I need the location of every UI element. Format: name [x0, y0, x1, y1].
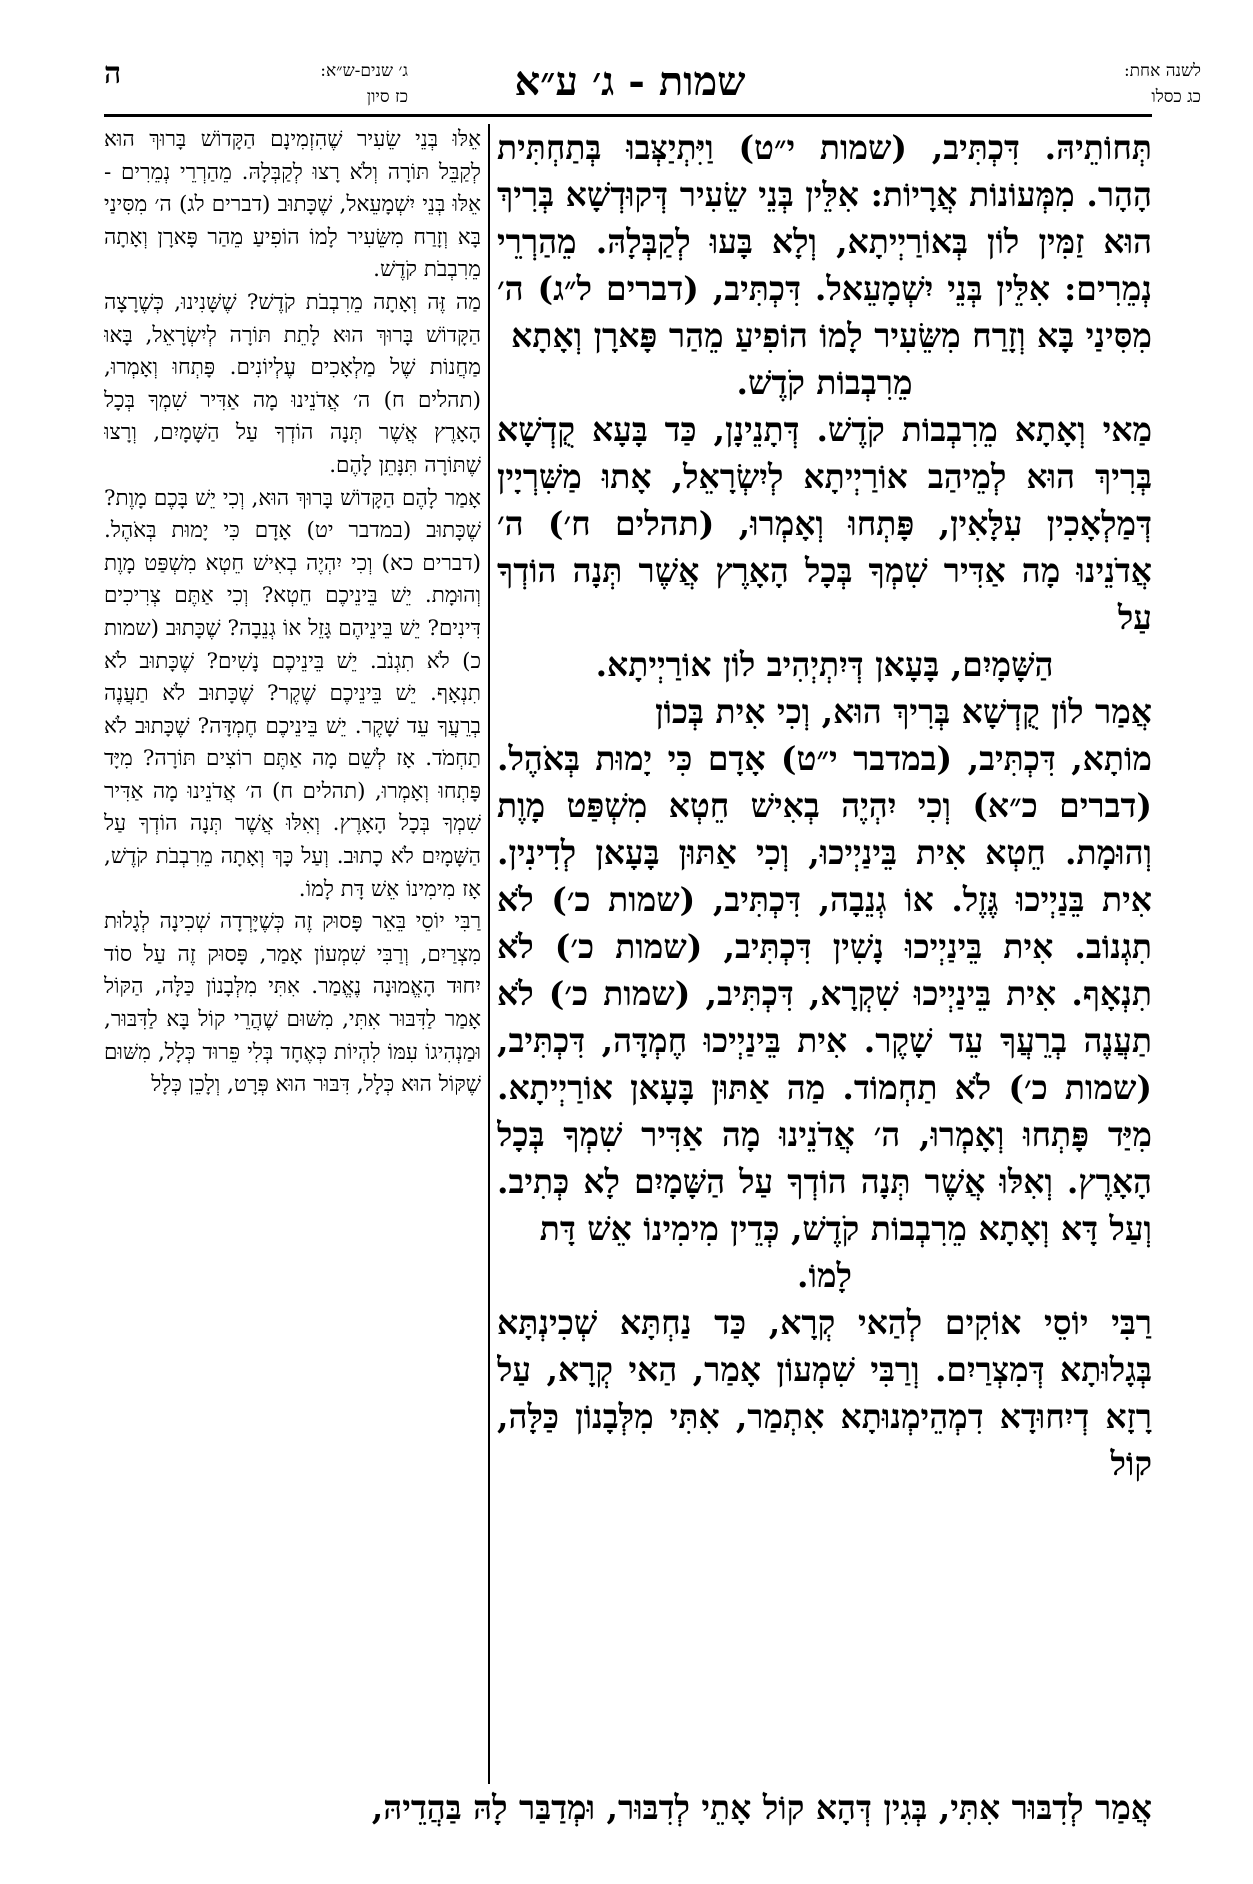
main-paragraph: תְּחוֹתֵיהּ. דִּכְתִּיב, (שמות י״ט) וַיִּתְיַצְּבוּ בְּתַחְתִּית הָהָר. מִמְּעוֹנוֹת אֲרָיוֹת: אִלֵּין בְּנֵי שֵׂעִיר דְּקוּדְשָׁא בְּרִיךְ הוּא זַמִּין לוֹן בְּאוֹרַיְיתָא, וְלָא בָּעוּ לְקַבְּלָהּ. מֵהַרְרֵי נְמֵרִים: אִלֵּין בְּנֵי יִשְׁמָעֵאל. דִּכְתִּיב, (דברים ל״ג) ה׳ מִסִּינַי בָּא וְזָרַח מִשֵּׂעִיר לָמוֹ הוֹפִיעַ מֵהַר פָּארָן וְאָתָא	[497, 128, 1152, 355]
header-yearly-label: לשנה אחת:	[1123, 61, 1201, 81]
header-yearly-date: כג כסלו	[1151, 87, 1201, 107]
main-paragraph: הַשָּׁמָיִם, בָּעָאן דְּיִתְיְהִיב לוֹן אוֹרַיְיתָא.	[595, 645, 1054, 684]
main-paragraph: מוֹתָא, דִּכְתִּיב, (במדבר י״ט) אָדָם כִּי יָמוּת בְּאֹהֶל. (דברים כ״א) וְכִי יִהְיֶה בְאִישׁ חֵטְא מִשְׁפַּט מָוֶת וְהוּמָת. חֵטְא אִית בֵּינַיְיכוּ, וְכִי אַתּוּן בָּעָאן לְדִינִין. אִית בֵּנַיְיכוּ גֶּזֶל. אוֹ גְנֵבָה, דִּכְתִּיב, (שמות כ׳) לֹא תִגְנוֹב. אִית בֵּינַיְיכוּ נָשִׁין דִּכְתִּיב, (שמות כ׳) לֹא תִנְאָף. אִית בֵּינַיְיכוּ שִׁקְרָא, דִּכְתִּיב, (שמות כ׳) לֹא תַעֲנֶה בְרֵעֲךָ עֵד שָׁקֶר. אִית בֵּינַיְיכוּ חֶמְדָּה, דִּכְתִּיב, (שמות כ׳) לֹא תַחְמוֹד. מַה אַתּוּן בָּעָאן אוֹרַיְיתָא. מִיַּד פָּתְחוּ וְאָמְרוּ, ה׳ אֲדֹנֵינוּ מָה אַדִּיר שִׁמְךָ בְּכָל הָאָרֶץ. וְאִלּוּ אֲשֶׁר תְּנָה הוֹדְךָ עַל הַשָּׁמָיִם לָא כְּתִיב. וְעַל דָּא וְאָתָא מֵרִבְבוֹת קֹדֶשׁ, כְּדֵין מִימִינוֹ אֵשׁ דָּת	[497, 739, 1152, 1248]
main-paragraph: מֵרִבְבוֹת קֹדֶשׁ.	[736, 363, 913, 402]
main-text-column	[497, 124, 1152, 1782]
header-three-year-date: כז סיון	[366, 87, 408, 107]
main-paragraph: רַבִּי יוֹסֵי אוֹקִים לְהַאי קְרָא, כַּד נַחְתָּא שְׁכִינְתָּא בְּגָלוּתָא דְּמִצְרַיִם. וְרַבִּי שִׁמְעוֹן אָמַר, הַאי קְרָא, עַל רָזָא דְיִחוּדָא דִמְהֵימְנוּתָא אִתְמַר, אִתִּי מִלְּבָנוֹן כַּלָּה, קוֹל	[497, 1303, 1152, 1483]
header-divider	[104, 114, 1152, 117]
header-three-year-schedule	[148, 58, 408, 110]
page-title: שמות - ג׳ ע״א	[514, 58, 746, 105]
translation-paragraph: מַה זֶּה וְאָתָה מֵרִבְבֹת קֹדֶשׁ? שֶׁשָּׁנִינוּ, כְּשֶׁרָצָה הַקָּדוֹשׁ בָּרוּךְ הוּא לָתֵת תּוֹרָה לְיִשְׂרָאֵל, בָּאוּ מַחֲנוֹת שֶׁל מַלְאָכִים עֶלְיוֹנִים. פָּתְחוּ וְאָמְרוּ, (תהלים ח) ה׳ אֲדֹנֵינוּ מָה אַדִּיר שִׁמְךָ בְּכָל הָאָרֶץ אֲשֶׁר תְּנָה הוֹדְךָ עַל הַשָּׁמָיִם, וְרָצוּ שֶׁתּוֹרָה תִּנָּתֵן לָהֶם.	[104, 289, 481, 478]
header-three-year-label: ג׳ שנים-ש״א:	[320, 61, 408, 81]
translation-paragraph: אֵלּוּ בְּנֵי שֵׂעִיר שֶׁהִזְמִינָם הַקָּדוֹשׁ בָּרוּךְ הוּא לְקַבֵּל תּוֹרָה וְלֹא רָצוּ לְקַבְּלָהּ. מֵהַרְרֵי נְמֵרִים - אֵלּוּ בְּנֵי יִשְׁמָעֵאל, שֶׁכָּתוּב (דברים לג) ה׳ מִסִּינַי בָּא וְזָרַח מִשֵּׂעִיר לָמוֹ הוֹפִיעַ מֵהַר פָּארָן וְאָתָה מֵרִבְבֹת קֹדֶשׁ.	[104, 127, 481, 283]
column-divider	[488, 124, 490, 1784]
main-paragraph: אֲמַר לוֹן קֻדְשָׁא בְּרִיךְ הוּא, וְכִי אִית בְּכוֹן	[655, 692, 1152, 731]
main-paragraph: מַאי וְאָתָא מֵרִבְבוֹת קֹדֶשׁ. דְּתָנֵינָן, כַּד בָּעָא קֻדְשָׁא בְּרִיךְ הוּא לְמֵיהַב אוֹרַיְיתָא לְיִשְׂרָאֵל, אָתוּ מַשִּׁרְיָין דְּמַלְאָכִין עִלָּאִין, פָּתְחוּ וְאָמְרוּ, (תהלים ח׳) ה׳ אֲדֹנֵינוּ מָה אַדִּיר שִׁמְךָ בְּכָל הָאָרֶץ אֲשֶׁר תְּנָה הוֹדְךָ עַל	[497, 410, 1152, 637]
header-yearly-schedule	[1021, 58, 1201, 110]
main-paragraph: לָמוֹ.	[797, 1256, 852, 1295]
page-number: ה	[104, 56, 122, 91]
translation-paragraph: רַבִּי יוֹסֵי בֵּאֵר פָּסוּק זֶה כְּשֶׁיָּרְדָה שְׁכִינָה לְגָלוּת מִצְרַיִם, וְרַבִּי שִׁמְעוֹן אָמַר, פָּסוּק זֶה עַל סוֹד יִחוּד הָאֱמוּנָה נֶאֱמַר. אִתִּי מִלְּבָנוֹן כַּלָּה, הַקּוֹל אָמַר לַדִּבּוּר אִתִּי, מִשּׁוּם שֶׁהֲרֵי קוֹל בָּא לַדִּבּוּר, וּמַנְהִיגוֹ עִמּוֹ לִהְיוֹת כְּאֶחָד בְּלִי פֵּרוּד כְּלָל, מִשּׁוּם שֶׁקּוֹל הוּא כְּלָל, דִּבּוּר הוּא פְּרָט, וְלָכֵן כְּלָל	[104, 909, 481, 1098]
translation-paragraph: אָמַר לָהֶם הַקָּדוֹשׁ בָּרוּךְ הוּא, וְכִי יֵשׁ בָּכֶם מָוֶת? שֶׁכָּתוּב (במדבר יט) אָדָם כִּי יָמוּת בְּאֹהֶל. (דברים כא) וְכִי יִהְיֶה בְאִישׁ חֵטְא מִשְׁפַּט מָוֶת וְהוּמָת. יֵשׁ בֵּינֵיכֶם חֵטְא? וְכִי אַתֶּם צְרִיכִים דִּינִים? יֵשׁ בֵּינֵיהֶם גָּזֵל אוֹ גְנֵבָה? שֶׁכָּתוּב (שמות כ) לֹא תִגְנֹב. יֵשׁ בֵּינֵיכֶם נָשִׁים? שֶׁכָּתוּב לֹא תִנְאָף. יֵשׁ בֵּינֵיכֶם שֶׁקֶר? שֶׁכָּתוּב לֹא תַעֲנֶה בְרֵעֲךָ עֵד שָׁקֶר. יֵשׁ בֵּינֵיכֶם חֶמְדָּה? שֶׁכָּתוּב לֹא תַחְמֹד. אָז לְשֵׁם מָה אַתֶּם רוֹצִים תּוֹרָה? מִיָּד פָּתְחוּ וְאָמְרוּ, (תהלים ח) ה׳ אֲדֹנֵינוּ מָה אַדִּיר שִׁמְךָ בְּכָל הָאָרֶץ. וְאִלּוּ אֲשֶׁר תְּנָה הוֹדְךָ עַל הַשָּׁמָיִם לֹא כָתוּב. וְעַל כָּךְ וְאָתָה מֵרִבְבֹת קֹדֶשׁ, אָז מִימִינוֹ אֵשׁ דָּת לָמוֹ.	[104, 485, 481, 902]
footer-line: אֲמַר לְדִבּוּר אִתִּי, בְּגִין דְּהָא קוֹל אָתֵי לְדִבּוּר, וּמְדַבַּר לָהּ בַּהֲדֵיהּ,	[371, 1788, 1152, 1827]
translation-column	[104, 124, 481, 1784]
